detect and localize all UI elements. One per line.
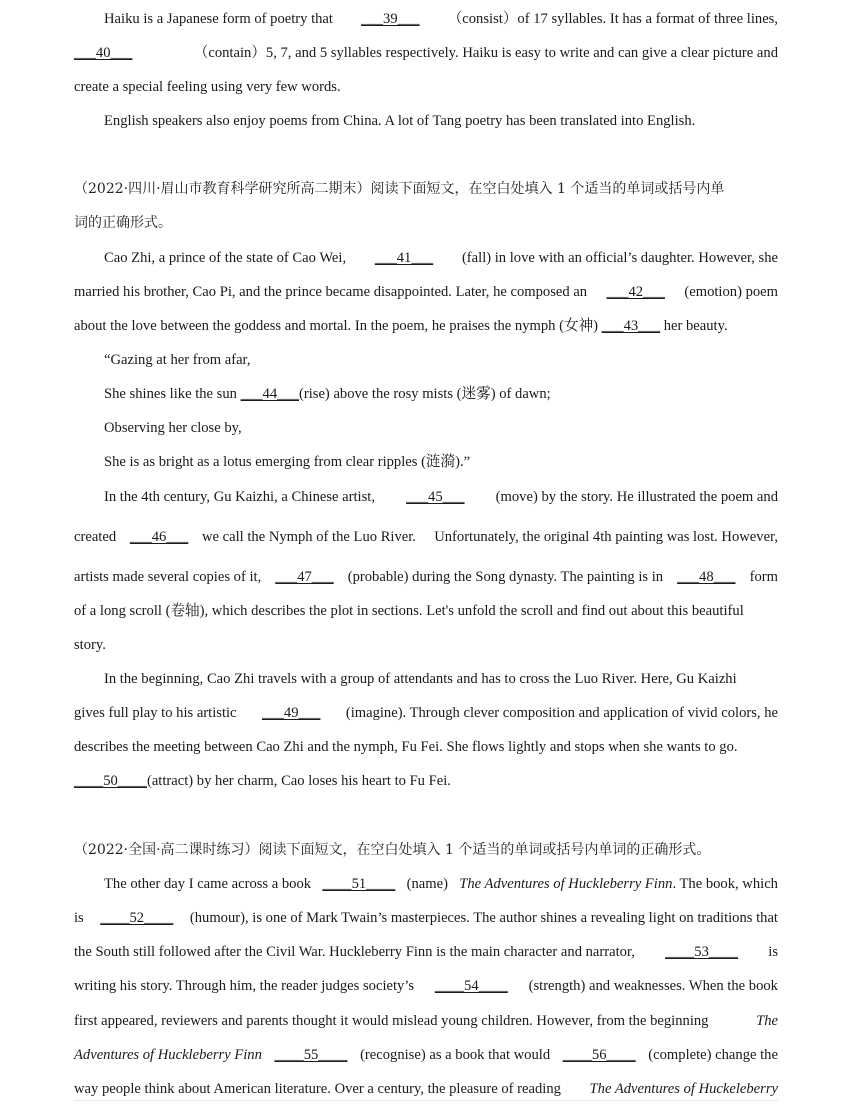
text: is — [74, 910, 84, 926]
text: about the love between the goddess and mortal. In the poem, he praises the nymph (女神) — [74, 318, 599, 334]
blank-47[interactable]: ___47___ — [275, 569, 334, 585]
para-gukaizhi-line5 — [74, 635, 778, 655]
blank-51[interactable]: ____51____ — [322, 876, 396, 892]
book-title: The Adventures of Huckleberry Finn — [459, 876, 673, 892]
section3-header — [74, 840, 778, 860]
book-title: The — [756, 1013, 778, 1029]
text: created — [74, 529, 117, 545]
text: English speakers also enjoy poems from China. A lot of Tang poetry has been translated into English. — [104, 113, 696, 129]
text: (attract) by her charm, Cao loses his heart to Fu Fei. — [146, 773, 451, 789]
blank-50[interactable]: ____50____ — [74, 773, 147, 789]
text: (strength) and weaknesses. When the book — [528, 978, 778, 994]
text: In the beginning, Cao Zhi travels with a group of attendants and has to cross the Luo River. Here, Gu Kaizhi — [104, 671, 737, 687]
text: (rise) above the rosy mists (迷雾) of dawn; — [299, 386, 551, 402]
para-huck-line6 — [74, 1045, 778, 1065]
text: artists made several copies of it, — [74, 569, 262, 585]
blank-43[interactable]: ___43___ — [601, 318, 661, 334]
para-caozhi-line3 — [74, 316, 778, 336]
text: first appeared, reviewers and parents thought it would mislead young children. However, from the beginning — [74, 1013, 709, 1029]
blank-53[interactable]: ____53____ — [665, 944, 739, 960]
para-haiku-line1 — [104, 9, 778, 29]
blank-52[interactable]: ____52____ — [100, 910, 174, 926]
para-huck-line5 — [74, 1011, 778, 1031]
para-beginning-line3 — [74, 737, 778, 757]
para-huck-line3 — [74, 942, 778, 962]
para-beginning-line2 — [74, 703, 778, 723]
text: She shines like the sun — [104, 386, 237, 402]
para-haiku-line2 — [74, 43, 778, 63]
text: (humour), is one of Mark Twain’s masterpieces. The author shines a revealing light on traditions that — [189, 910, 778, 926]
text: (move) by the story. He illustrated the poem and — [495, 489, 778, 505]
para-huck-line7 — [74, 1079, 778, 1099]
page-bottom-rule — [74, 1100, 778, 1101]
blank-56[interactable]: ____56____ — [562, 1047, 636, 1063]
text: is — [768, 944, 778, 960]
text: “Gazing at her from afar, — [104, 352, 251, 368]
blank-45[interactable]: ___45___ — [406, 489, 465, 505]
text: She is as bright as a lotus emerging from clear ripples (涟漪).” — [104, 454, 471, 470]
poem-line4 — [104, 452, 778, 472]
book-title: Adventures of Huckleberry Finn — [74, 1047, 262, 1063]
text: her beauty. — [663, 318, 728, 334]
para-gukaizhi-line1 — [104, 487, 778, 507]
text: （consist）of 17 syllables. It has a format of three lines, — [447, 11, 778, 27]
text: (complete) change the — [648, 1047, 778, 1063]
text: (imagine). Through clever composition and application of vivid colors, he — [345, 705, 778, 721]
para-gukaizhi-line4 — [74, 601, 778, 621]
blank-54[interactable]: ____54____ — [434, 978, 508, 994]
poem-line1 — [104, 350, 778, 370]
text: married his brother, Cao Pi, and the prince became disappointed. Later, he composed an — [74, 284, 588, 300]
text: (recognise) as a book that would — [360, 1047, 551, 1063]
blank-48[interactable]: ___48___ — [677, 569, 736, 585]
text: . The book, which — [672, 876, 778, 892]
text: story. — [74, 637, 106, 653]
section2-header-line1 — [74, 179, 778, 199]
text: （contain）5, 7, and 5 syllables respectively. Haiku is easy to write and can give a clear picture and — [193, 45, 778, 61]
text: (probable) during the Song dynasty. The painting is in — [347, 569, 664, 585]
text: we call the Nymph of the Luo River. Unfortunately, the original 4th painting was lost. However, — [201, 529, 778, 545]
text: the South still followed after the Civil War. Huckleberry Finn is the main character and narrator, — [74, 944, 635, 960]
text: writing his story. Through him, the reader judges society’s — [74, 978, 415, 994]
para-gukaizhi-line2 — [74, 527, 778, 547]
text: (emotion) poem — [684, 284, 778, 300]
text: way people think about American literature. Over a century, the pleasure of reading — [74, 1081, 561, 1097]
text: The other day I came across a book — [104, 876, 312, 892]
para-caozhi-line1 — [104, 248, 778, 268]
para-beginning-line1 — [104, 669, 778, 689]
blank-44[interactable]: ___44___ — [240, 386, 299, 402]
text: describes the meeting between Cao Zhi and the nymph, Fu Fei. She flows lightly and stops when she wants to go. — [74, 739, 738, 755]
book-title: The Adventures of Huckeleberry — [589, 1081, 778, 1097]
text: (name) — [406, 876, 448, 892]
blank-49[interactable]: ___49___ — [262, 705, 321, 721]
blank-40[interactable]: ___40___ — [74, 45, 133, 61]
text: of a long scroll (卷轴), which describes the plot in sections. Let's unfold the scroll and find out about this beautiful — [74, 603, 744, 619]
section2-header-line2 — [74, 213, 778, 233]
blank-39[interactable]: ___39___ — [361, 11, 420, 27]
poem-line2 — [104, 384, 778, 404]
poem-line3 — [104, 418, 778, 438]
para-caozhi-line2 — [74, 282, 778, 302]
para-huck-line4 — [74, 976, 778, 996]
text: In the 4th century, Gu Kaizhi, a Chinese artist, — [104, 489, 375, 505]
para-huck-line2 — [74, 908, 778, 928]
text: Cao Zhi, a prince of the state of Cao Wei, — [104, 250, 347, 266]
text: create a special feeling using very few words. — [74, 79, 341, 95]
section-header: （2022·全国·高二课时练习）阅读下面短文，在空白处填入 1 个适当的单词或括号内单词的正确形式。 — [74, 842, 711, 858]
section-header: （2022·四川·眉山市教育科学研究所高二期末）阅读下面短文，在空白处填入 1 个适当的单词或括号内单 — [74, 181, 725, 197]
text: form — [749, 569, 778, 585]
section-header-cont: 词的正确形式。 — [74, 215, 172, 231]
para-huck-line1 — [104, 874, 778, 894]
text: Haiku is a Japanese form of poetry that — [104, 11, 333, 27]
text: gives full play to his artistic — [74, 705, 237, 721]
para-gukaizhi-line3 — [74, 567, 778, 587]
blank-42[interactable]: ___42___ — [606, 284, 665, 300]
blank-41[interactable]: ___41___ — [374, 250, 434, 266]
text: Observing her close by, — [104, 420, 242, 436]
text: (fall) in love with an official’s daughter. However, she — [461, 250, 778, 266]
para-english-speakers — [104, 111, 778, 131]
blank-46[interactable]: ___46___ — [129, 529, 189, 545]
para-beginning-line4 — [74, 771, 778, 791]
blank-55[interactable]: ____55____ — [274, 1047, 348, 1063]
para-haiku-line3 — [74, 77, 778, 97]
